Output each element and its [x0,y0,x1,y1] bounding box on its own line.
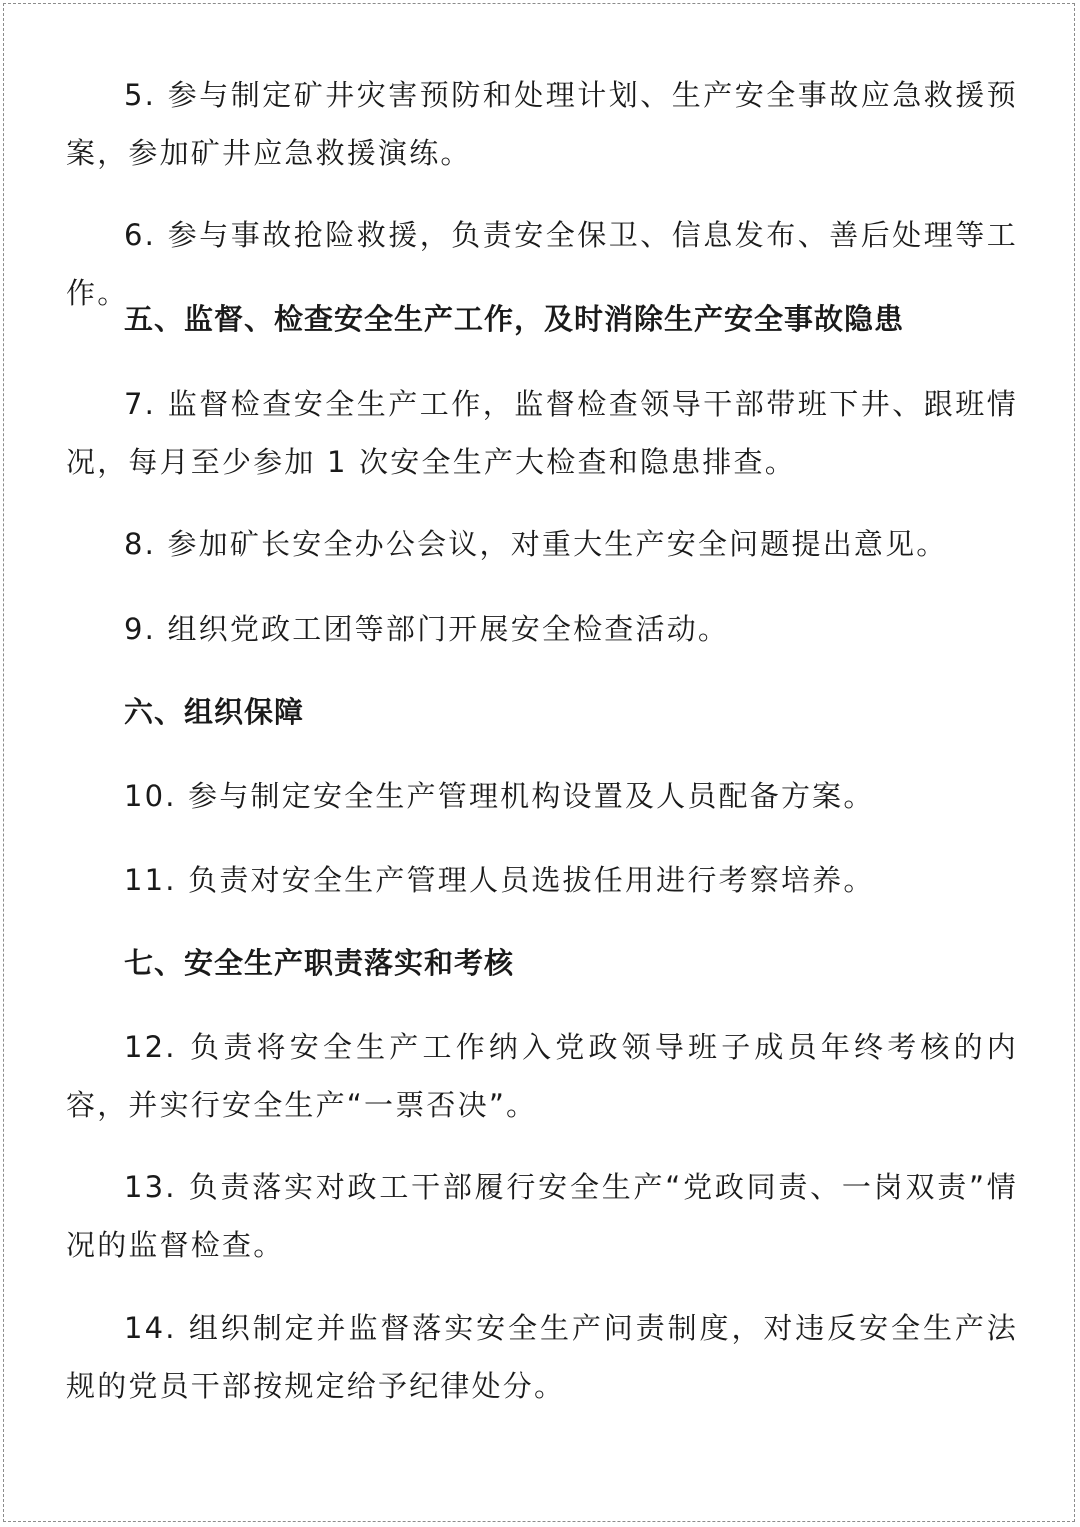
section-7-heading: 七、安全生产职责落实和考核 [124,946,515,980]
item-9-paragraph: 9. 组织党政工团等部门开展安全检查活动。 [124,612,730,646]
item-14-paragraph: 14. 组织制定并监督落实安全生产问责制度，对违反安全生产法规的党员干部按规定给予纪律处分。 [66,1311,1018,1403]
item-6-paragraph: 6. 参与事故抢险救援，负责安全保卫、信息发布、善后处理等工作。 [66,218,1018,310]
item-10-paragraph: 10. 参与制定安全生产管理机构设置及人员配备方案。 [124,779,875,813]
item-8-paragraph: 8. 参加矿长安全办公会议，对重大生产安全问题提出意见。 [124,527,948,561]
item-5-paragraph: 5. 参与制定矿井灾害预防和处理计划、生产安全事故应急救援预案，参加矿井应急救援演练。 [66,78,1018,170]
item-11-paragraph: 11. 负责对安全生产管理人员选拔任用进行考察培养。 [124,863,875,897]
item-7-paragraph: 7. 监督检查安全生产工作，监督检查领导干部带班下井、跟班情况，每月至少参加 1 次安全生产大检查和隐患排查。 [66,387,1018,479]
item-13-paragraph: 13. 负责落实对政工干部履行安全生产“党政同责、一岗双责”情况的监督检查。 [66,1170,1018,1262]
item-12-paragraph: 12. 负责将安全生产工作纳入党政领导班子成员年终考核的内容，并实行安全生产“一票否决”。 [66,1030,1018,1122]
section-5-heading: 五、监督、检查安全生产工作，及时消除生产安全事故隐患 [124,302,905,336]
section-6-heading: 六、组织保障 [124,695,305,729]
